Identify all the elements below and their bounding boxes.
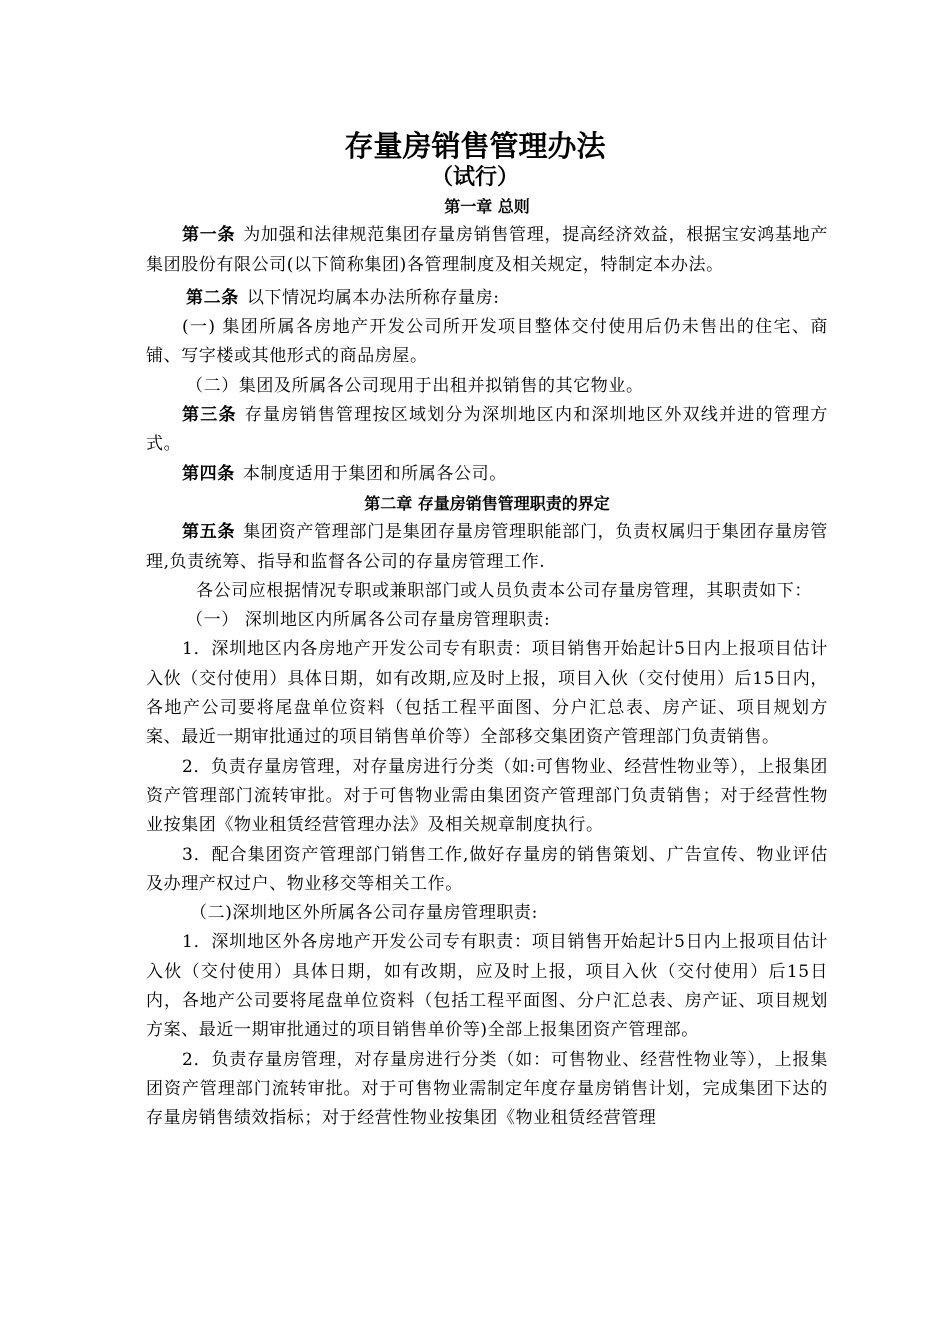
article-text: 以下情况均属本办法所称存量房:	[246, 287, 500, 308]
list-item: 2．负责存量房管理，对存量房进行分类（如：可售物业、经营性物业等），上报集团资产管理部门流转审批。对于可售物业需制定年度存量房销售计划，完成集团下达的存量房销售绩效指标；对于经营性物业按集团《物业租赁经营管理	[146, 1049, 828, 1129]
chapter-heading: 第一章 总则	[444, 197, 530, 216]
list-item: 1．深圳地区内各房地产开发公司专有职责：项目销售开始起计5日内上报项目估计入伙（交付使用）具体日期，如有改期,应及时上报，项目入伙（交付使用）后15日内，各地产公司要将尾盘单位资料（包括工程平面图、分户汇总表、房产证、项目规划方案、最近一期审批通过的项目销售单价等）全部移交集团资产管理部门负责销售。	[146, 639, 828, 748]
list-item: 1．深圳地区外各房地产开发公司专有职责：项目销售开始起计5日内上报项目估计入伙（交付使用）具体日期，如有改期，应及时上报，项目入伙（交付使用）后15日内，各地产公司要将尾盘单位资料（包括工程平面图、分户汇总表、房产证、项目规划方案、最近一期审批通过的项目销售单价等)全部上报集团资产管理部。	[146, 932, 828, 1041]
article-text: 为加强和法律规范集团存量房销售管理，提高经济效益，根据宝安鸿基地产集团股份有限公司(以下简称集团)各管理制度及相关规定，特制定本办法。	[146, 225, 828, 275]
list-item: (一) 集团所属各房地产开发公司所开发项目整体交付使用后仍未售出的住宅、商铺、写字楼或其他形式的商品房屋。	[146, 317, 828, 367]
list-item: （二）集团及所属各公司现用于出租并拟销售的其它物业。	[186, 375, 644, 396]
article-paragraph	[146, 460, 828, 489]
chapter-heading: 第二章 存量房销售管理职责的界定	[364, 493, 610, 513]
section-heading: （二)深圳地区外所属各公司存量房管理职责:	[190, 903, 538, 924]
article-text: 本制度适用于集团和所属各公司。	[242, 463, 507, 484]
body-paragraph: 各公司应根据情况专职或兼职部门或人员负责本公司存量房管理，其职责如下：	[196, 580, 812, 601]
article-text: 存量房销售管理按区域划分为深圳地区内和深圳地区外双线并进的管理方式。	[146, 405, 828, 455]
article-label: 第五条	[182, 522, 236, 543]
article-paragraph	[146, 518, 828, 577]
article-label: 第一条	[182, 225, 236, 246]
document-body	[146, 192, 828, 1134]
article-label: 第二条	[186, 287, 239, 308]
article-paragraph	[146, 221, 828, 280]
document-title: 存量房销售管理办法	[344, 129, 606, 163]
article-label: 第四条	[182, 463, 235, 484]
article-paragraph	[146, 284, 828, 313]
article-text: 集团资产管理部门是集团存量房管理职能部门，负责权属归于集团存量房管理,负责统筹、指导和监督各公司的存量房管理工作.	[146, 522, 828, 572]
list-item: 2．负责存量房管理，对存量房进行分类（如:可售物业、经营性物业等），上报集团资产管理部门流转审批。对于可售物业需由集团资产管理部门负责销售；对于经营性物业按集团《物业租赁经营管理办法》及相关规章制度执行。	[146, 756, 828, 836]
document-subtitle: （试行）	[430, 165, 519, 190]
list-item: 3．配合集团资产管理部门销售工作,做好存量房的销售策划、广告宣传、物业评估及办理产权过户、物业移交等相关工作。	[146, 844, 828, 894]
article-paragraph	[146, 401, 828, 460]
section-heading: （一） 深圳地区内所属各公司存量房管理职责:	[186, 610, 551, 631]
article-label: 第三条	[182, 405, 237, 426]
